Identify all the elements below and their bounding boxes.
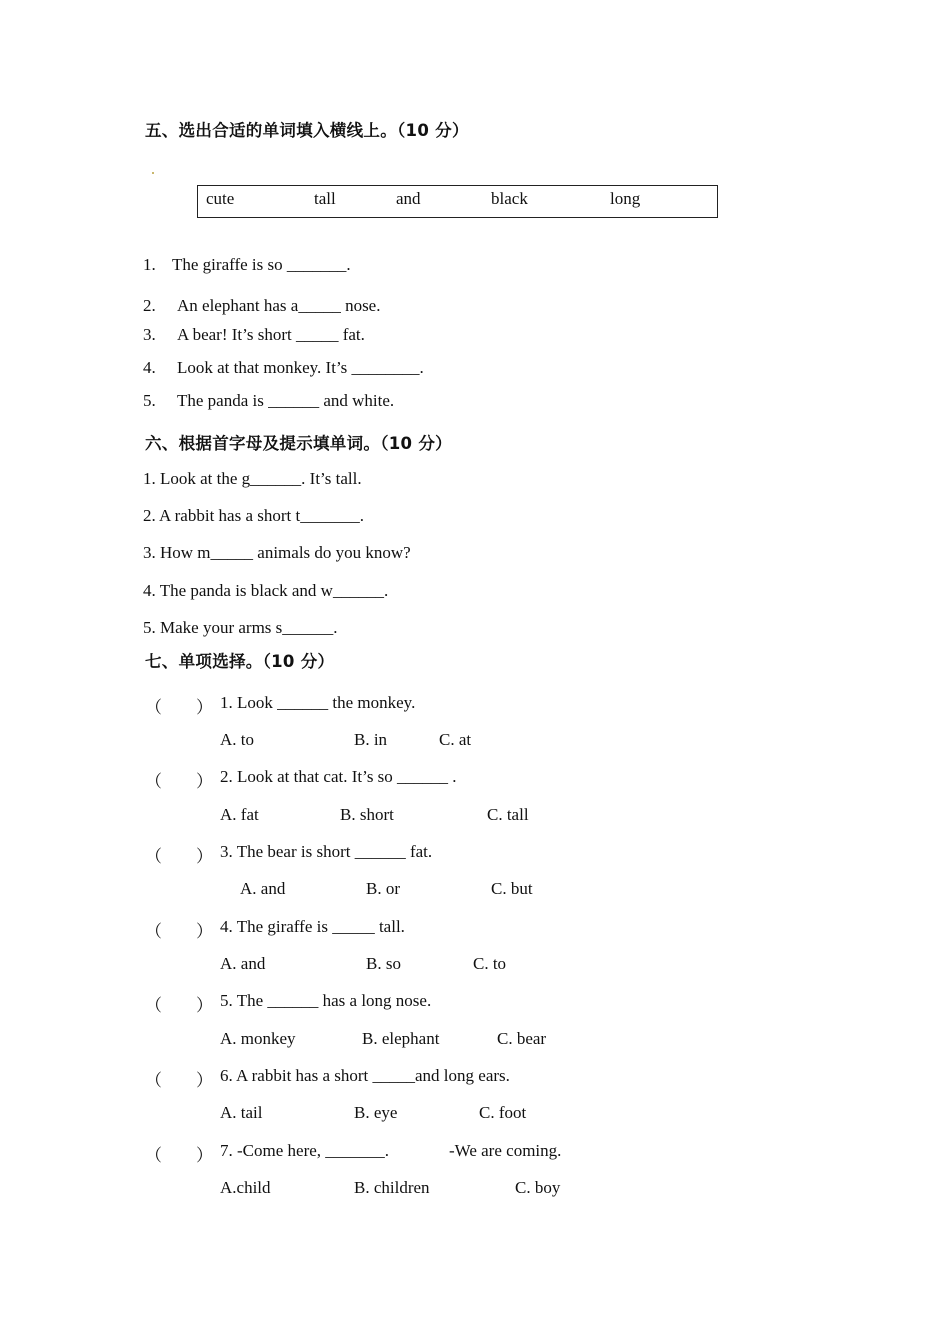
s5-item-text: The giraffe is so _______. <box>172 255 351 274</box>
word-bank-word: cute <box>206 189 235 208</box>
option: B. children <box>354 1178 430 1197</box>
word-bank-word: long <box>610 189 641 208</box>
s6-item: 1. Look at the g______. It’s tall. <box>143 469 362 488</box>
option: A. tail <box>220 1103 263 1122</box>
s5-item-text: A bear! It’s short _____ fat. <box>177 325 365 344</box>
section5-title: 五、选出合适的单词填入横线上。（10 分） <box>145 121 469 140</box>
s5-item-text: An elephant has a_____ nose. <box>177 296 381 315</box>
answer-paren-open: （ <box>145 1071 162 1090</box>
option: C. bear <box>497 1029 547 1048</box>
answer-paren-open: （ <box>145 772 162 791</box>
word-bank-word: black <box>491 189 528 208</box>
option: C. boy <box>515 1178 561 1197</box>
option: B. in <box>354 730 388 749</box>
s5-item-num: 4. <box>143 358 156 377</box>
option: C. but <box>491 879 533 898</box>
option: B. short <box>340 805 394 824</box>
word-bank-box <box>197 185 718 218</box>
answer-paren-close: ） <box>196 847 213 866</box>
answer-paren-close: ） <box>196 1071 213 1090</box>
question-text: 6. A rabbit has a short _____and long ears. <box>220 1066 510 1085</box>
option: C. foot <box>479 1103 527 1122</box>
answer-paren-close: ） <box>196 698 213 717</box>
option: C. at <box>439 730 472 749</box>
question-text: 3. The bear is short ______ fat. <box>220 842 433 861</box>
stray-dot <box>152 172 154 174</box>
answer-paren-close: ） <box>196 922 213 941</box>
s6-item: 3. How m_____ animals do you know? <box>143 543 411 562</box>
option: A. and <box>220 954 266 973</box>
answer-paren-close: ） <box>196 1146 213 1165</box>
answer-paren-close: ） <box>196 996 213 1015</box>
option: B. elephant <box>362 1029 440 1048</box>
section6-title: 六、根据首字母及提示填单词。（10 分） <box>145 434 452 453</box>
answer-paren-open: （ <box>145 996 162 1015</box>
question-text: 2. Look at that cat. It’s so ______ . <box>220 767 457 786</box>
answer-paren-open: （ <box>145 922 162 941</box>
s5-item-num: 5. <box>143 391 156 410</box>
question-text: 7. -Come here, _______. <box>220 1141 390 1160</box>
question-text: 5. The ______ has a long nose. <box>220 991 432 1010</box>
s6-item: 5. Make your arms s______. <box>143 618 338 637</box>
answer-paren-open: （ <box>145 698 162 717</box>
s5-item-text: The panda is ______ and white. <box>177 391 395 410</box>
s5-item-num: 1. <box>143 255 156 274</box>
word-bank-word: tall <box>314 189 336 208</box>
option: C. to <box>473 954 507 973</box>
option: A.child <box>220 1178 271 1197</box>
word-bank-word: and <box>396 189 421 208</box>
question-reply: -We are coming. <box>449 1141 562 1160</box>
s5-item-num: 3. <box>143 325 156 344</box>
option: A. fat <box>220 805 259 824</box>
s5-item-text: Look at that monkey. It’s ________. <box>177 358 424 377</box>
s6-item: 2. A rabbit has a short t_______. <box>143 506 364 525</box>
section7-title: 七、单项选择。（10 分） <box>145 652 335 671</box>
answer-paren-open: （ <box>145 847 162 866</box>
answer-paren-close: ） <box>196 772 213 791</box>
s5-item-num: 2. <box>143 296 156 315</box>
answer-paren-open: （ <box>145 1146 162 1165</box>
question-text: 1. Look ______ the monkey. <box>220 693 416 712</box>
option: B. or <box>366 879 400 898</box>
option: A. monkey <box>220 1029 296 1048</box>
option: A. and <box>240 879 286 898</box>
option: C. tall <box>487 805 529 824</box>
option: B. eye <box>354 1103 398 1122</box>
option: B. so <box>366 954 401 973</box>
s6-item: 4. The panda is black and w______. <box>143 581 389 600</box>
option: A. to <box>220 730 254 749</box>
question-text: 4. The giraffe is _____ tall. <box>220 917 405 936</box>
